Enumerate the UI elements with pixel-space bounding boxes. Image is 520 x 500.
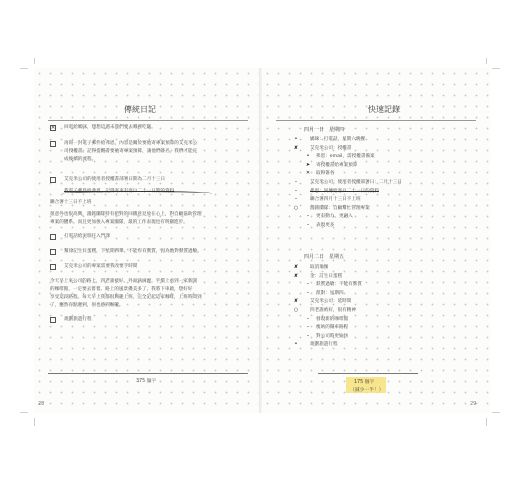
day-heading: 四月一日 星期四	[304, 127, 345, 133]
task-item	[64, 233, 254, 241]
crop-mark	[492, 68, 500, 69]
struck-text: 我電子郵件給弗恩，記得寄來有客戶二十一日期的資料	[64, 189, 175, 194]
bullet-text: 金：訂生日蛋糕	[310, 273, 343, 279]
note-line	[50, 199, 254, 207]
note-dash-icon: –	[306, 324, 310, 331]
bullet-text: 麩質過敏：不能有麩質	[316, 282, 362, 288]
crop-mark	[20, 412, 28, 413]
bullet-icon: •	[294, 136, 298, 142]
page-title: 快速記錄	[368, 105, 400, 114]
crop-mark	[20, 68, 28, 69]
checkbox-icon[interactable]	[50, 264, 56, 270]
bullet-text: 弗恩：email，需授權書備案	[316, 154, 375, 160]
note-dash-icon: –	[306, 222, 310, 228]
task-text: 回電給媽咪，想想這週末我們要去哪裡吃飯。	[64, 125, 156, 130]
note-text: 聯合署十三日不上班	[50, 200, 92, 205]
note-dash-icon: –	[306, 281, 310, 288]
task-text: 打電話給泥瑞任入門課	[64, 234, 110, 239]
page-title: 傳統日記	[124, 105, 156, 114]
bullet-text: 四老誰被好，很有精神	[310, 308, 356, 313]
note-dash-icon: –	[294, 196, 298, 203]
task-text: 艾克米公司的專案需要我改要手時間	[64, 264, 138, 269]
bullet-text: 發現新的咖啡館	[316, 316, 349, 322]
migrated-arrow-icon: ➤	[305, 161, 311, 168]
bullet-text: 表現更多	[316, 223, 335, 228]
journal-paragraph	[50, 211, 230, 227]
task-text: 再寫一封電子郵件給弗恩，內容是關於要他寄專案預算的艾克米公	[64, 141, 198, 146]
paragraph-line: 享受這段路程。每天早上我都很興趣上班，完全記起這家咖啡，上班時間到	[50, 295, 202, 300]
task-text: 規劃旅遊行程	[64, 317, 92, 322]
crop-mark	[34, 418, 35, 426]
done-x-icon: ✘	[293, 298, 299, 305]
crop-mark	[34, 58, 35, 64]
bullet-text: 瘦幼的開車路程	[316, 325, 349, 331]
day-heading: 四月二日 星期五	[304, 254, 345, 260]
scribble-mark	[62, 191, 212, 196]
paragraph-line: 今天早上來公司的路上，四老誰被好。外面滴滴瀝。平價上看到一家新開	[50, 279, 198, 284]
bullet-text: 艾克米公司：使用者授權部署日：二月十三日	[310, 180, 402, 185]
bullet-text: 對公司時更愉快	[316, 333, 349, 339]
page-number: 29	[470, 401, 477, 407]
right-page	[262, 68, 490, 413]
checkbox-checked-icon[interactable]	[50, 125, 56, 131]
checkbox-icon[interactable]	[50, 177, 56, 183]
title-rule	[48, 120, 248, 121]
paragraph-line: 很意外也很高興，鴻銘團隊特有把對的回饋意見放在心上，對自顧協助管理	[50, 212, 202, 217]
done-x-icon: ✕	[305, 170, 311, 177]
bullet-text: 取得簽名	[316, 171, 335, 177]
bullet-icon: •	[294, 341, 298, 348]
footer-rule	[318, 373, 418, 374]
done-x-icon: ✘	[293, 264, 299, 270]
checkbox-icon[interactable]	[50, 234, 56, 240]
bullet-text: 艾克米公司：延時間	[310, 299, 352, 305]
note-dash-icon: –	[306, 289, 310, 296]
task-text: 艾克米公司的使用者授權書部署日期為二月十三日	[64, 177, 166, 182]
bullet-text: 艾克米公司：授權書	[310, 145, 352, 151]
task-item	[64, 263, 254, 271]
crop-mark	[486, 418, 487, 426]
note-dash-icon: –	[306, 213, 310, 220]
task-item	[64, 140, 254, 164]
paragraph-line: 了，應然有點遲到，但也感到喉嚨。	[50, 303, 124, 308]
bullet-text: 取消瑜伽	[310, 265, 329, 270]
left-page	[34, 68, 262, 413]
done-x-icon: ✘	[293, 272, 299, 279]
bullet-text: 寄授權書給專案預算	[316, 162, 358, 168]
event-circle-icon: ○	[293, 307, 299, 313]
checkbox-icon[interactable]	[50, 317, 56, 323]
done-x-icon: ✘	[293, 144, 299, 151]
note-dash-icon: –	[306, 315, 310, 322]
task-text: 司授權書。記得提醒書要他寄專案預算，請他們簽名。我們才能完	[64, 149, 198, 154]
crop-mark	[486, 58, 487, 64]
bullet-text: 規劃旅遊行程	[310, 342, 338, 348]
note-dash-icon: –	[294, 187, 298, 194]
bullet-icon: •	[306, 153, 310, 160]
bullet-text: 聯合署四月十三日不上班	[310, 197, 361, 203]
task-text: 幫徐記生日蛋糕，下星期四舉。不能有有麩質，因為他對麩質過敏。	[64, 249, 202, 254]
task-item	[64, 176, 254, 184]
paragraph-line: 專案的體系。而且更加強入專案團隊，最的工作表現也有明顯進步。	[50, 220, 188, 225]
journal-paragraph	[50, 278, 230, 310]
word-count: 175 個字	[354, 380, 375, 385]
checkbox-icon[interactable]	[50, 249, 56, 255]
task-item	[64, 248, 254, 256]
footer-rule	[48, 373, 248, 374]
bullet-text: 派對：星期四	[316, 290, 344, 296]
note-dash-icon: –	[306, 332, 310, 339]
paragraph-line: 的咖啡館，一定要去嘗嘗。路上的風景優美多了，我將下車啟，想好好	[50, 287, 193, 292]
bullet-text: 更有動力、更融入	[316, 214, 353, 220]
title-rule	[276, 120, 476, 121]
checkbox-icon[interactable]	[50, 141, 56, 147]
reduction-note: （減少一半！）	[350, 388, 384, 393]
note-dash-icon: –	[294, 179, 298, 185]
task-item	[64, 316, 254, 324]
word-count: 375 個字	[136, 379, 157, 384]
bullet-text: 弗恩：回傳給客戶二十一日的資料	[310, 188, 379, 194]
event-circle-icon: ○	[293, 204, 299, 211]
task-item	[64, 124, 254, 132]
page-number: 28	[38, 401, 45, 407]
bullet-text: 媽咪：打電話，星期六晚餐	[310, 137, 366, 142]
task-text: 成後續的流程。	[64, 157, 97, 162]
bullet-text: 鴻銘團隊：自顧幫忙管理專案	[310, 205, 370, 211]
crop-mark	[492, 412, 500, 413]
